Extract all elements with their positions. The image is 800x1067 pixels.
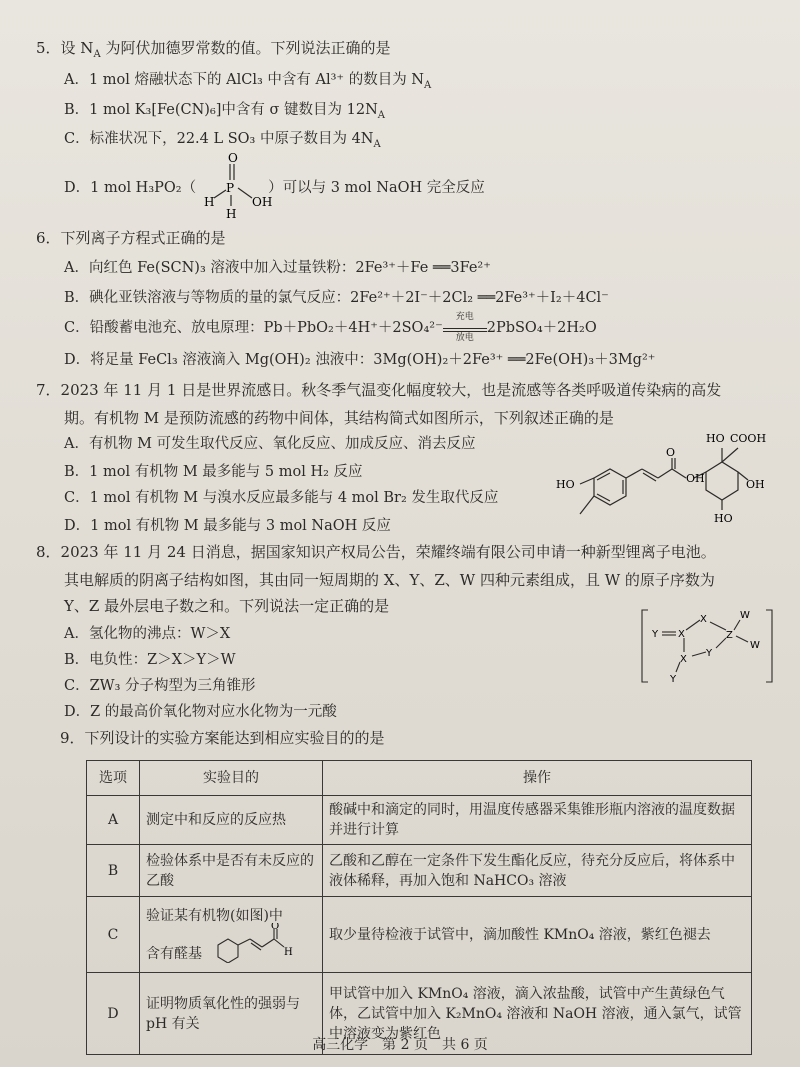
svg-text:HO: HO [706, 432, 725, 445]
table-row [87, 897, 752, 973]
svg-text:O: O [666, 446, 676, 459]
svg-text:OH: OH [252, 195, 273, 209]
q5-option-b: B．1 mol K₃[Fe(CN)₆]中含有 σ 键数目为 $12N_A$ [64, 102, 386, 121]
cinnamaldehyde-structure [214, 923, 306, 963]
row-option: D [87, 973, 140, 1055]
svg-text:H: H [226, 207, 237, 220]
q8-stem-line1: 8．2023 年 11 月 24 日消息，据国家知识产权局公告，荣耀终端有限公司申请一种新型锂离子电池。 [36, 543, 716, 561]
svg-text:W: W [750, 640, 760, 651]
svg-text:X: X [678, 629, 685, 640]
svg-text:W: W [740, 610, 750, 621]
q8-option-b: B．电负性：Z＞X＞Y＞W [64, 652, 236, 668]
table-row [87, 796, 752, 845]
q5-option-d: D．1 mol H₃PO₂（ ）可以与 3 mol NaOH 完全反应 [64, 180, 485, 196]
h3po2-structure [200, 148, 280, 220]
q8-option-a: A．氢化物的沸点：W＞X [64, 626, 231, 642]
svg-text:P: P [226, 181, 235, 195]
svg-text:Y: Y [706, 648, 713, 659]
row-goal: 测定中和反应的反应热 [140, 796, 323, 845]
row-operation: 甲试管中加入 KMnO₄ 溶液，滴入浓盐酸，试管中产生黄绿色气体，乙试管中加入 K₂MnO₄ 溶液和 NaOH 溶液，通入氯气，试管中溶液变为紫红色 [323, 973, 752, 1055]
header-operation: 操作 [323, 761, 752, 796]
q7-option-a: A．有机物 M 可发生取代反应、氧化反应、加成反应、消去反应 [64, 436, 476, 452]
page-footer: 高三化学 第 2 页 共 6 页 [312, 1037, 488, 1053]
row-goal-line2: 含有醛基 [146, 945, 202, 962]
q7-stem-line1: 7．2023 年 11 月 1 日是世界流感日。秋冬季气温变化幅度较大，也是流感等各类呼吸道传染病的高发 [36, 381, 722, 399]
q6-stem: 6．下列离子方程式正确的是 [36, 229, 226, 247]
row-option: C [87, 897, 140, 973]
row-goal: 证明物质氧化性的强弱与 pH 有关 [140, 973, 323, 1055]
experiment-table [86, 760, 752, 1055]
header-goal: 实验目的 [140, 761, 323, 796]
q6-option-c: C．铅酸蓄电池充、放电原理：Pb＋PbO₂＋4H⁺＋2SO₄²⁻ 充电 放电 2PbSO₄＋2H₂O [64, 312, 597, 343]
svg-text:O: O [228, 151, 238, 165]
q8-option-d: D．Z 的最高价氧化物对应水化物为一元酸 [64, 704, 337, 720]
svg-text:O: O [271, 923, 280, 932]
svg-text:H: H [204, 195, 215, 209]
svg-text:HO: HO [556, 478, 575, 491]
compound-m-structure [548, 418, 786, 534]
q6-option-b: B．碘化亚铁溶液与等物质的量的氯气反应：2Fe²⁺＋2I⁻＋2Cl₂ ══2Fe³⁺＋I₂＋4Cl⁻ [64, 290, 609, 306]
anion-structure [640, 608, 780, 688]
q5-stem: 5．设 $N_A$ 为阿伏加德罗常数的值。下列说法正确的是 [36, 39, 391, 60]
svg-text:Z: Z [726, 630, 733, 641]
q6-option-d: D．将足量 FeCl₃ 溶液滴入 Mg(OH)₂ 浊液中：3Mg(OH)₂＋2Fe³⁺ ══2Fe(OH)₃＋3Mg²⁺ [64, 352, 656, 368]
q7-stem-line2: 期。有机物 M 是预防流感的药物中间体，其结构简式如图所示，下列叙述正确的是 [64, 409, 614, 427]
row-option: B [87, 845, 140, 897]
svg-text:OH: OH [686, 472, 705, 485]
row-operation: 酸碱中和滴定的同时，用温度传感器采集锥形瓶内溶液的温度数据并进行计算 [323, 796, 752, 845]
svg-text:Y: Y [652, 629, 659, 640]
row-option: A [87, 796, 140, 845]
row-operation: 乙酸和乙醇在一定条件下发生酯化反应，待充分反应后，将体系中液体稀释，再加入饱和 NaHCO₃ 溶液 [323, 845, 752, 897]
q8-stem-line3: Y、Z 最外层电子数之和。下列说法一定正确的是 [64, 597, 390, 615]
q7-option-b: B．1 mol 有机物 M 最多能与 5 mol H₂ 反应 [64, 464, 363, 480]
svg-text:X: X [680, 654, 687, 665]
q9-stem: 9．下列设计的实验方案能达到相应实验目的的是 [60, 729, 385, 747]
q7-option-d: D．1 mol 有机物 M 最多能与 3 mol NaOH 反应 [64, 518, 391, 534]
q7-option-c: C．1 mol 有机物 M 与溴水反应最多能与 4 mol Br₂ 发生取代反应 [64, 490, 499, 506]
q6-option-a: A．向红色 Fe(SCN)₃ 溶液中加入过量铁粉：2Fe³⁺＋Fe ══3Fe²⁺ [64, 260, 491, 276]
svg-text:Y: Y [670, 674, 677, 685]
q5-option-a: A．1 mol 熔融状态下的 AlCl₃ 中含有 Al³⁺ 的数目为 $N_A$ [64, 72, 432, 91]
q8-option-c: C．ZW₃ 分子构型为三角锥形 [64, 678, 256, 694]
q5-option-c: C．标准状况下，22.4 L SO₃ 中原子数目为 $4N_A$ [64, 131, 381, 150]
table-row [87, 845, 752, 897]
row-goal: 检验体系中是否有未反应的乙酸 [140, 845, 323, 897]
row-goal [140, 897, 323, 973]
row-operation: 取少量待检液于试管中，滴加酸性 KMnO₄ 溶液，紫红色褪去 [323, 897, 752, 973]
table-header-row [87, 761, 752, 796]
header-option: 选项 [87, 761, 140, 796]
svg-text:H: H [284, 947, 293, 958]
row-goal-line1: 验证某有机物(如图)中 [146, 907, 283, 924]
svg-text:X: X [700, 614, 707, 625]
svg-text:COOH: COOH [730, 432, 767, 445]
svg-text:OH: OH [746, 478, 765, 491]
q8-stem-line2: 其电解质的阴离子结构如图，其由同一短周期的 X、Y、Z、W 四种元素组成，且 W 的原子序数为 [64, 571, 715, 589]
svg-text:HO: HO [714, 512, 733, 525]
